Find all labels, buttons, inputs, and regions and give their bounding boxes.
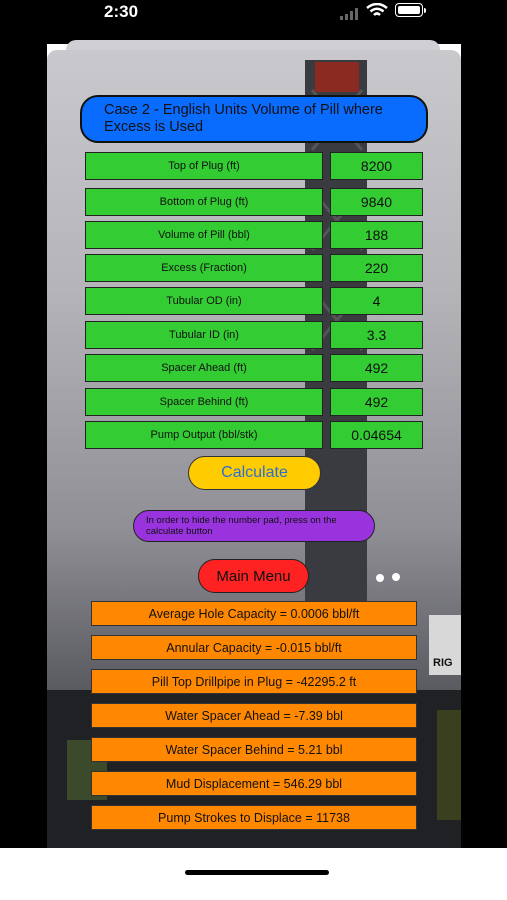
- result-mud-displacement: Mud Displacement = 546.29 bbl: [91, 771, 417, 796]
- input-row-spacer-ahead: [85, 354, 423, 382]
- tubular-od-field[interactable]: 4: [330, 287, 423, 315]
- input-row-tubular-od: [85, 287, 423, 315]
- main-menu-button[interactable]: Main Menu: [198, 559, 309, 593]
- result-pill-top-drillpipe: Pill Top Drillpipe in Plug = -42295.2 ft: [91, 669, 417, 694]
- right-backdrop: [461, 44, 507, 848]
- hint-message: In order to hide the number pad, press on the calculate button: [133, 510, 375, 542]
- home-indicator[interactable]: [185, 870, 329, 875]
- result-water-spacer-behind: Water Spacer Behind = 5.21 bbl: [91, 737, 417, 762]
- input-row-pump-output: [85, 421, 423, 449]
- volume-of-pill-field[interactable]: 188: [330, 221, 423, 249]
- left-backdrop: [0, 44, 47, 848]
- wifi-icon: [366, 3, 388, 19]
- input-label: Bottom of Plug (ft): [85, 188, 323, 216]
- input-label: Tubular OD (in): [85, 287, 323, 315]
- input-row-tubular-id: [85, 321, 423, 349]
- result-pump-strokes: Pump Strokes to Displace = 11738: [91, 805, 417, 830]
- spacer-behind-field[interactable]: 492: [330, 388, 423, 416]
- pump-output-field[interactable]: 0.04654: [330, 421, 423, 449]
- calculate-button[interactable]: Calculate: [188, 456, 321, 490]
- excess-field[interactable]: 220: [330, 254, 423, 282]
- input-label: Volume of Pill (bbl): [85, 221, 323, 249]
- input-row-top-of-plug: [85, 152, 423, 180]
- spacer-ahead-field[interactable]: 492: [330, 354, 423, 382]
- input-label: Pump Output (bbl/stk): [85, 421, 323, 449]
- input-row-bottom-of-plug: [85, 188, 423, 216]
- input-label: Spacer Ahead (ft): [85, 354, 323, 382]
- input-label: Top of Plug (ft): [85, 152, 323, 180]
- input-label: Excess (Fraction): [85, 254, 323, 282]
- result-water-spacer-ahead: Water Spacer Ahead = -7.39 bbl: [91, 703, 417, 728]
- result-annular-capacity: Annular Capacity = -0.015 bbl/ft: [91, 635, 417, 660]
- bottom-of-plug-field[interactable]: 9840: [330, 188, 423, 216]
- rig-sign: RIG: [433, 657, 453, 669]
- input-label: Tubular ID (in): [85, 321, 323, 349]
- status-bar: [0, 0, 507, 44]
- input-row-volume-of-pill: [85, 221, 423, 249]
- input-row-spacer-behind: [85, 388, 423, 416]
- page-title: Case 2 - English Units Volume of Pill where Excess is Used: [80, 95, 428, 143]
- cellular-signal-icon: [340, 8, 360, 20]
- top-of-plug-field[interactable]: 8200: [330, 152, 423, 180]
- tubular-id-field[interactable]: 3.3: [330, 321, 423, 349]
- result-average-hole-capacity: Average Hole Capacity = 0.0006 bbl/ft: [91, 601, 417, 626]
- input-label: Spacer Behind (ft): [85, 388, 323, 416]
- battery-icon: [395, 3, 423, 17]
- status-time: 2:30: [104, 2, 139, 21]
- input-row-excess: [85, 254, 423, 282]
